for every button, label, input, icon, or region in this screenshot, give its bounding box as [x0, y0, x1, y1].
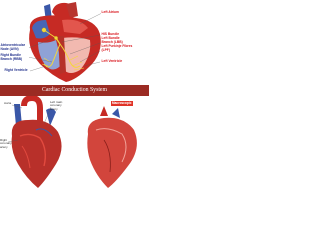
right-figure-heart-shape [87, 118, 137, 188]
label-left-ventricle: Left Ventricle [101, 59, 123, 63]
leader-right-ventricle [30, 66, 46, 71]
label-right-ventricle: Right Ventricle [4, 68, 28, 72]
conduction-diagram [0, 0, 149, 85]
label-right-bundle-branch: Right Bundle Branch (RBB) [0, 54, 29, 62]
label-aorta: Aorta [4, 101, 12, 105]
label-left-atrium: Left Atrium [101, 10, 119, 14]
label-left-main-coronary: Left main coronary artery [50, 100, 63, 111]
coronary-illustrations [0, 96, 149, 198]
macroscopic-tag: Macroscopic [112, 101, 132, 105]
label-av-node: Atrioventricular Node (AVN) [0, 44, 29, 52]
label-his-bundle: HIS Bundle [101, 32, 120, 36]
leader-left-atrium [80, 13, 102, 24]
label-left-bundle-branch: Left Bundle Branch (LBB) [101, 37, 132, 45]
label-left-purkinje-fibres: Left Purkinje Fibres (LPF) [101, 44, 133, 52]
slide-title-bar: Cardiac Conduction System [0, 85, 149, 96]
right-figure-aorta-shape [100, 106, 108, 116]
macroscopic-panel [0, 96, 149, 198]
label-right-coronary: Right coronary artery [0, 138, 12, 149]
aorta-arch-shape [24, 98, 40, 122]
right-figure-vessel-shape [112, 108, 120, 118]
